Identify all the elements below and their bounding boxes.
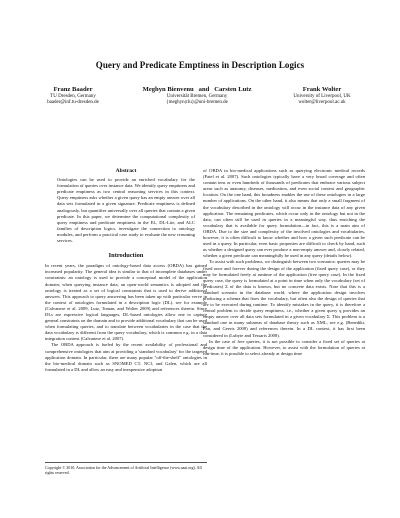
left-column [45, 168, 207, 373]
author-affiliation: TU Dresden, Germany [50, 94, 96, 99]
body-paragraph: In recent years, the paradigm of ontology-based data access (OBDA) has gained increased popularity. The general idea is similar to that of incomplete databases under constraints: an ontology is used to provide a conceptual model of the application domain; when querying instance data, an open-world semantics is adopted and the ontology is treated as a set of logical constraints that is used to derive additional answers. This approach to query answering has been taken up with particular verve in the context of ontologies formulated in a description logic (DL), see for example (Calvanese et al. 2009, Lutz, Toman, and Wolter 2009) and references therein. Since DLs are expressive logical languages, DL-based ontologies allow one to capture general constraints on the domain and to provide additional vocabulary that can be used when formulating queries, and to translate between vocabularies in the case that the data vocabulary is different from the query vocabulary, which is common e.g. in a data integration context (Calvanese et al. 2007). [45, 263, 207, 342]
author-wolter [274, 86, 370, 106]
body-paragraph: To assist with such problems, we distinguish between two scenarios: queries may be fixed once and forever during the design of the application (fixed query case), or they may be formulated freely at runtime of the application (free query case). In the fixed query case, the query is formulated at a point in time when only the vocabulary (set of predicates) Σ of the data is known, but no concrete data exists. Note that this is a standard scenario in the database world, where the application design involves producing a schema that fixes the vocabulary, but often also the design of queries that are to be executed during runtime. To identify mistakes in the query, it is therefore a central problem to decide query emptiness, i.e., whether a given query q provides an empty answer over all data sets formulated in a given vocabulary Σ. This problem is a standard one in many subareas of database theory such as XML, see e.g. (Benedikt, Fan, and Geerts 2008) and references therein. In a DL context, it has first been considered in (Lubyte and Tessaris 2008). [203, 259, 365, 338]
abstract-text: Ontologies can be used to provide an enriched vocabulary for the formulation of queries over instance data. We identify query emptiness and predicate emptiness as two central reasoning services in this context. Query emptiness asks whether a given query has an empty answer over all data sets formulated in a given signature. Predicate emptiness is defined analogously, but quantifies universally over all queries that contain a given predicate. In this paper, we determine the computational complexity of query emptiness and predicate emptiness in the EL, DL-Lite, and ALC families of description logics, investigate the connection to ontology modules, and perform a practical case study to evaluate the new reasoning services. [57, 177, 195, 244]
author-email: wolter@liverpool.ac.uk [298, 100, 346, 105]
abstract-heading: Abstract [115, 168, 137, 174]
body-paragraph: In the case of free queries, it is not possible to consider a fixed set of queries at design time of the application. However, to assist with the formulation of queries at run-time, it is possible to select already at design time [203, 338, 365, 356]
paper-title: Query and Predicate Emptiness in Description Logics [95, 60, 305, 70]
author-baader [30, 86, 116, 106]
author-block [30, 86, 370, 126]
author-name: Frank Wolter [302, 86, 342, 93]
body-paragraph: of OBDA in bio-medical applications such as querying electronic medical records (Patel et al. 2007). Such ontologies typically have a very broad coverage and often contain tens or even hundreds of thousands of predicates that embrace various subject areas such as anatomy, diseases, medication, and even social context and geographic location. On the one hand, this broadness enables the use of these ontologies in a large number of applications. On the other hand, it also means that only a small fragment of the vocabulary described in the ontology will occur in the instance data of any given application. The remaining predicates, which occur only in the ontology but not in the data, can often still be used in queries in a meaningful way, thus enriching the vocabulary that is available for query formulation—in fact, this is a main aim of OBDA. Due to the size and complexity of the involved ontologies and vocabularies, however, it is often difficult to know whether and how a given such predicate can be used in a query. In particular, even basic properties are difficult to check by hand, such as whether a designed query can ever produce a non-empty answer and, closely related, whether a given predicate can meaningfully be used in any query (details below). [203, 168, 365, 259]
author-email: baader@inf.tu-dresden.de [47, 100, 99, 105]
author-affiliation: Universität Bremen, Germany [166, 94, 228, 99]
author-name: Meghyn Bienvenu and Carsten Lutz [142, 86, 252, 93]
right-column [203, 168, 365, 357]
author-email: {meghyn|clu}@uni-bremen.de [166, 100, 228, 105]
author-bienvenu-lutz [124, 86, 270, 106]
author-affiliation: University of Liverpool, UK [293, 94, 351, 99]
copyright-footnote: Copyright © 2010, Association for the Advancement of Artificial Intelligence (www.aaai.org). All rights reserved. [45, 462, 207, 475]
body-paragraph: The OBDA approach is fueled by the recent availability of professional and comprehensive ontologies that aim at providing a 'standard vocabulary' for the targeted application domain. In particular, there are many popular "off-the-shelf" ontologies in the bio-medical domain such as SNOMED CT, NCI, and Galen, which are all formulated in a DL and allow an easy and inexpensive adoption [45, 342, 207, 372]
author-name: Franz Baader [53, 86, 93, 93]
introduction-heading: Introduction [108, 252, 144, 260]
